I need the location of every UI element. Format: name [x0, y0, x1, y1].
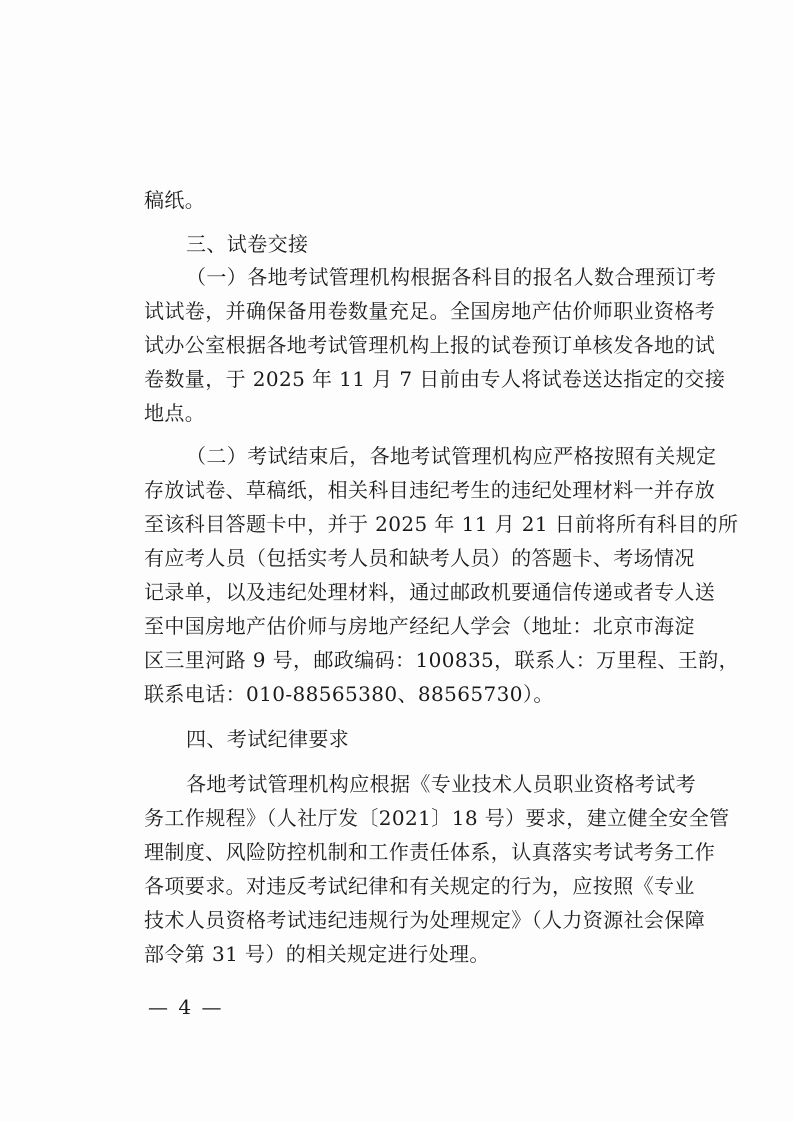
page-number: — 4 — [148, 995, 224, 1019]
section-heading-four: 四、考试纪律要求 [186, 727, 350, 751]
paragraph-line: 试试卷，并确保备用卷数量充足。全国房地产估价师职业资格考 [144, 299, 716, 323]
paragraph-line: 技术人员资格考试违纪违规行为处理规定》（人力资源社会保障 [144, 908, 706, 932]
paragraph-line: 至中国房地产估价师与房地产经纪人学会（地址：北京市海淀 [144, 614, 695, 638]
paragraph-line: （二）考试结束后，各地考试管理机构应严格按照有关规定 [186, 444, 717, 468]
paragraph-line: 各地考试管理机构应根据《专业技术人员职业资格考试考 [186, 772, 696, 796]
paragraph-line: 各项要求。对违反考试纪律和有关规定的行为，应按照《专业 [144, 874, 695, 898]
paragraph-line: 卷数量，于 2025 年 11 月 7 日前由专人将试卷送达指定的交接 [144, 367, 726, 391]
paragraph-line: 至该科目答题卡中，并于 2025 年 11 月 21 日前将所有科目的所 [144, 512, 739, 536]
paragraph-line: 区三里河路 9 号，邮政编码：100835，联系人：万里程、王韵， [144, 648, 739, 672]
section-heading-three: 三、试卷交接 [186, 232, 309, 256]
paragraph-line: 地点。 [144, 401, 206, 425]
paragraph-line: 有应考人员（包括实考人员和缺考人员）的答题卡、考场情况 [144, 546, 695, 570]
paragraph-line: 理制度、风险防控机制和工作责任体系，认真落实考试考务工作 [144, 840, 716, 864]
paragraph-line: 记录单，以及违纪处理材料，通过邮政机要通信传递或者专人送 [144, 580, 716, 604]
paragraph-line: 试办公室根据各地考试管理机构上报的试卷预订单核发各地的试 [144, 333, 716, 357]
paragraph-line: 稿纸。 [144, 188, 206, 212]
paragraph-line: 务工作规程》（人社厅发〔2021〕18 号）要求，建立健全安全管 [144, 806, 730, 830]
paragraph-line: 存放试卷、草稿纸，相关科目违纪考生的违纪处理材料一并存放 [144, 478, 716, 502]
paragraph-line: （一）各地考试管理机构根据各科目的报名人数合理预订考 [186, 265, 717, 289]
paragraph-line: 部令第 31 号）的相关规定进行处理。 [144, 942, 490, 966]
paragraph-line: 联系电话：010-88565380、88565730）。 [144, 682, 554, 706]
